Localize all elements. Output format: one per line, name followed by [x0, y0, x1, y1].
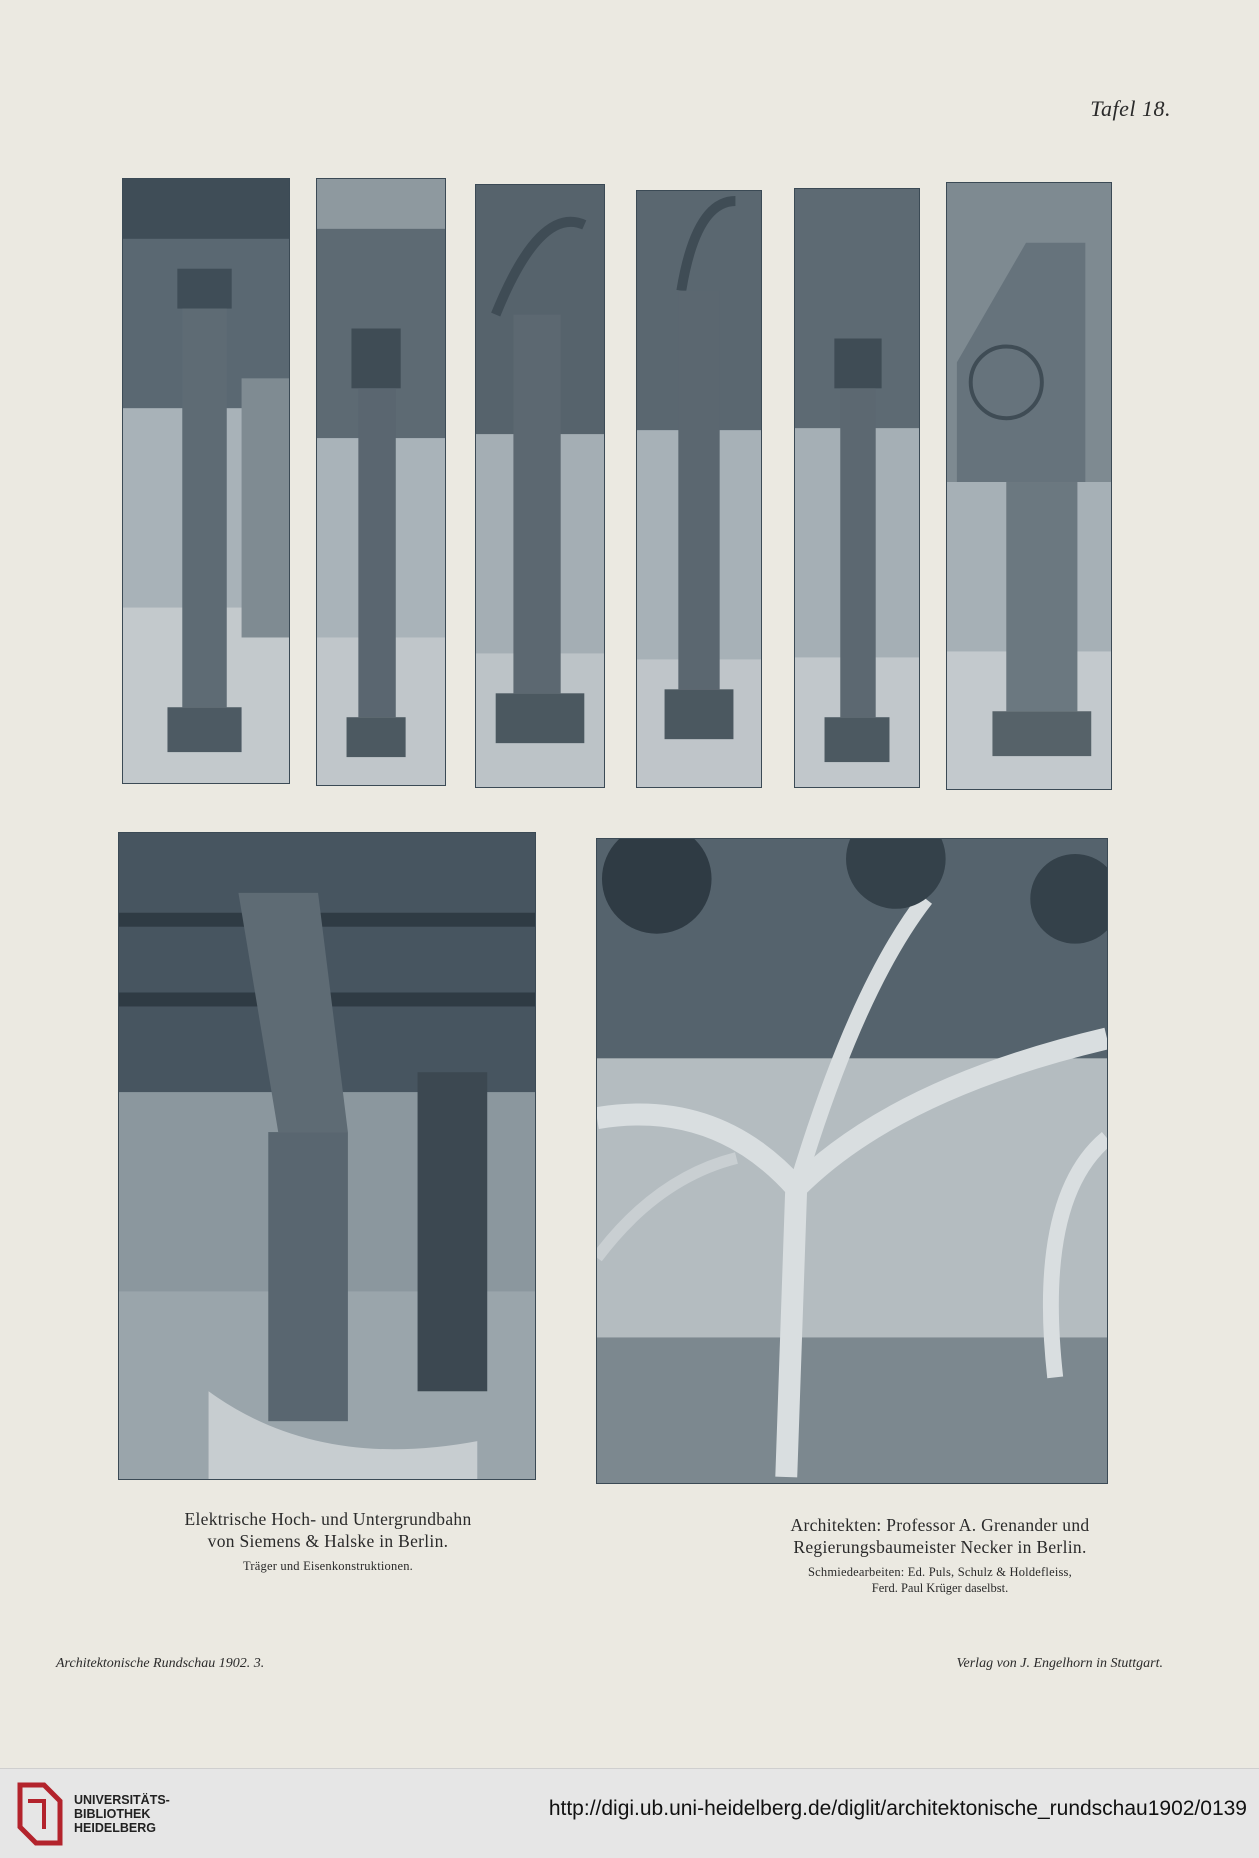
column-photo-6 — [946, 182, 1112, 790]
column-photo-4-image — [637, 191, 761, 787]
plate-label: Tafel 18. — [1090, 96, 1171, 121]
girder-photo-image — [119, 833, 535, 1479]
column-photo-2 — [316, 178, 446, 786]
caption-left-line1: Elektrische Hoch- und Untergrundbahn — [184, 1509, 472, 1529]
column-photo-1-image — [123, 179, 289, 783]
permalink-url[interactable]: http://digi.ub.uni-heidelberg.de/diglit/architektonische_rundschau1902/0139 — [548, 1797, 1247, 1820]
column-photo-6-image — [947, 183, 1111, 789]
column-photo-3 — [475, 184, 605, 788]
caption-right-line1: Architekten: Professor A. Grenander und — [790, 1515, 1090, 1535]
arch-photo — [596, 838, 1108, 1484]
footer-publication: Architektonische Rundschau 1902. 3. — [56, 1656, 265, 1671]
girder-photo — [118, 832, 536, 1480]
caption-left — [108, 1508, 548, 1574]
footer-publisher: Verlag von J. Engelhorn in Stuttgart. — [956, 1656, 1163, 1671]
column-photo-3-image — [476, 185, 604, 787]
caption-right-line2: Regierungsbaumeister Necker in Berlin. — [793, 1537, 1087, 1557]
library-name-line1: UNIVERSITÄTS- — [74, 1793, 170, 1807]
arch-photo-image — [597, 839, 1107, 1483]
caption-right-sub: Schmiedearbeiten: Ed. Puls, Schulz & Holdefleiss, — [808, 1565, 1072, 1579]
library-name[interactable] — [74, 1793, 170, 1835]
caption-right-sub2: Ferd. Paul Krüger daselbst. — [871, 1581, 1009, 1595]
caption-right — [712, 1514, 1168, 1596]
column-photo-5 — [794, 188, 920, 788]
column-photo-2-image — [317, 179, 445, 785]
library-name-line3: HEIDELBERG — [74, 1821, 156, 1835]
caption-left-sub: Träger und Eisenkonstruktionen. — [243, 1559, 413, 1573]
library-name-line2: BIBLIOTHEK — [74, 1807, 151, 1821]
column-photo-4 — [636, 190, 762, 788]
library-logo-icon[interactable] — [14, 1779, 66, 1849]
column-photo-5-image — [795, 189, 919, 787]
column-photo-1 — [122, 178, 290, 784]
library-bar — [0, 1768, 1259, 1858]
caption-left-line2: von Siemens & Halske in Berlin. — [207, 1531, 449, 1551]
